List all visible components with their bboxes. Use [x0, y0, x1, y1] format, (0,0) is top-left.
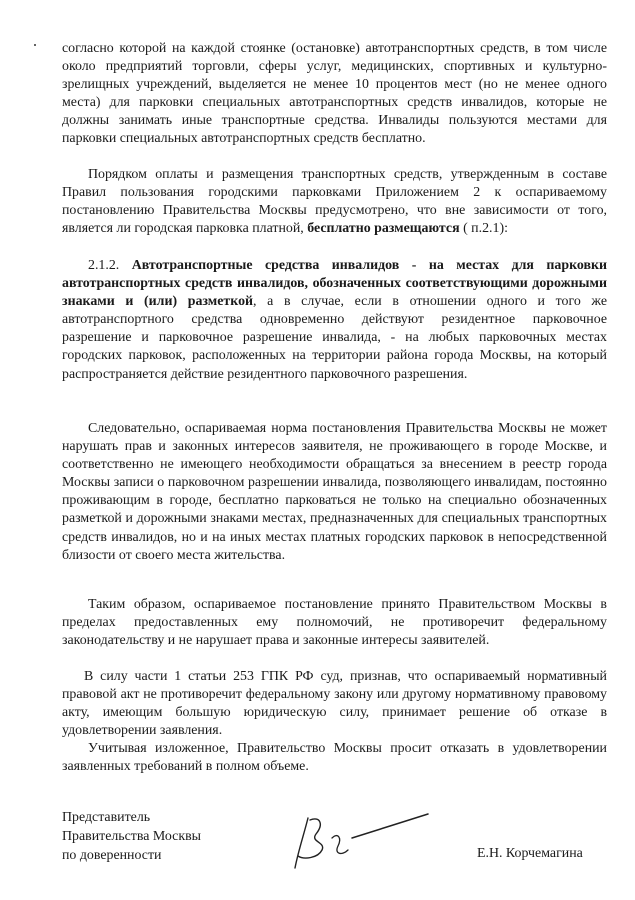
- representative-block: [62, 808, 201, 865]
- representative-line-2: Правительства Москвы: [62, 829, 201, 844]
- representative-line-1: Представитель: [62, 810, 151, 825]
- clause-number: 2.1.2.: [88, 258, 120, 273]
- paragraph-parking-quota: согласно которой на каждой стоянке (остановке) автотранспортных средств, в том числе около предприятий торговли, сферы услуг, медицинских, спортивных и культурно-зрелищных учреждений, выделяется не менее 10 процентов мест (но не менее одного места) для парковки специальных автотранспортных средств инвалидов, которые не должны занимать иные транспортные средства. Инвалиды пользуются местами для парковки специальных автотранспортных средств бесплатно.: [62, 41, 607, 147]
- signatory-name: Е.Н. Корчемагина: [477, 846, 583, 861]
- paragraph-request: Учитывая изложенное, Правительство Москвы просит отказать в удовлетворении заявленных требований в полном объеме.: [62, 741, 607, 775]
- paragraph-conclusion: Следовательно, оспариваемая норма постановления Правительства Москвы не может нарушать прав и законных интересов заявителя, не проживающего в городе Москве, и соответственно не имеющего необходимости обращаться за внесением в реестр города Москвы записи о парковочном разрешении инвалида, позволяющего инвалидам, постоянно проживающим в городе, бесплатно парковаться не только на специально обозначенных разметкой и дорожными знаками местах, предназначенных для специальных транспортных средств инвалидов, но и на иных местах платных городских парковок в непосредственной близости от своего места жительства.: [62, 421, 607, 563]
- representative-line-3: по доверенности: [62, 848, 162, 863]
- payment-order-text: Порядком оплаты и размещения транспортных средств, утвержденным в составе Правил пользования городскими парковками Приложением 2 к оспариваемому постановлению Правительства Москвы предусмотрено, что вне зависимости от того, является ли городская парковка платной,: [62, 167, 607, 237]
- clause-rest-text: , а в случае, если в отношении одного и того же автотранспортного средства одновременно действуют резидентное парковочное разрешение и парковочное разрешение инвалида, - на любых парковочных местах городских парковок, расположенных на территории района города Москвы, на который распространяется действие резидентного парковочного разрешения.: [62, 294, 607, 382]
- paragraph-payment-order: [62, 166, 607, 238]
- scan-speck: [34, 44, 36, 46]
- free-placement-emphasis: бесплатно размещаются: [307, 221, 460, 237]
- paragraph-summary: Таким образом, оспариваемое постановление принято Правительством Москвы в пределах предоставленных ему полномочий, не противоречит федеральному законодательству и не нарушает права и законные интересы заявителей.: [62, 597, 607, 649]
- clause-reference: ( п.2.1):: [463, 221, 508, 237]
- handwritten-signature: [286, 808, 436, 878]
- paragraph-clause-2-1-2: [62, 257, 607, 384]
- clause-bold-text: Автотранспортные средства инвалидов - на местах для парковки автотранспортных средств инвалидов, обозначенных соответствующими дорожными знаками и (или) разметкой: [62, 258, 607, 310]
- paragraph-legal-basis: В силу части 1 статьи 253 ГПК РФ суд, признав, что оспариваемый нормативный правовой акт не противоречит федеральному закону или другому нормативному правовому акту, имеющим большую юридическую силу, принимает решение об отказе в удовлетворении заявления.: [62, 669, 607, 739]
